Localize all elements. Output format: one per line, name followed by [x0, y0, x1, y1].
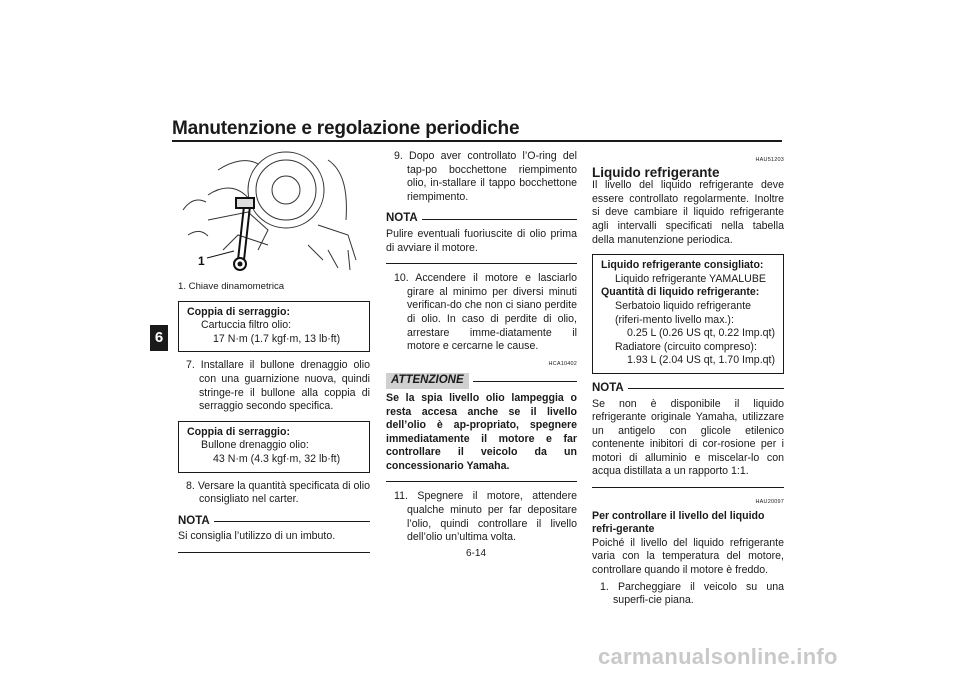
section-heading: Liquido refrigerante [592, 164, 720, 180]
page-number: 6-14 [466, 548, 487, 559]
nota-heading [386, 212, 577, 226]
nota-rule [214, 521, 370, 522]
nota-label: NOTA [386, 212, 418, 225]
torque-box-oil-filter [178, 301, 370, 353]
subsection-heading: Per controllare il livello del liquido refri-gerante [592, 509, 765, 536]
intro-paragraph: Il livello del liquido refrigerante deve essere controllato regolarmente. Inoltre si deve cambiare il liquido refrigerante agli intervalli specificati nella tabella della manutenzione periodica. [592, 179, 784, 246]
nota-text: Pulire eventuali fuoriuscite di olio prima di avviare il motore. [386, 227, 577, 254]
figure-caption: 1. Chiave dinamometrica [178, 281, 285, 292]
step-10: 10. Accendere il motore e lasciarlo girare al minimo per diversi minuti verifican-do che non ci siano perdite di olio. In caso di perdite di olio, arrestare imme-diatamente il motore e cercarne le cause. [394, 272, 577, 353]
nota-rule [422, 219, 577, 220]
nota-end-rule [592, 487, 784, 488]
column-2 [386, 150, 577, 549]
reference-code: HAU51203 [755, 157, 784, 163]
step-7: 7. Installare il bullone drenaggio olio con una guarnizione nuova, quindi stringe-re il bullone alla coppia di serraggio secondo specifica. [186, 359, 370, 413]
box-value: Liquido refrigerante YAMALUBE [615, 272, 766, 285]
nota-text: Se non è disponibile il liquido refrigerante originale Yamaha, utilizzare un antigelo con glicole etilenico contenente inibitori di cor-rosione per i motori di alluminio e miscelar-lo con acqua distillata a un rapporto 1:1. [592, 397, 784, 478]
attenzione-rule [473, 381, 577, 382]
engine-illustration [178, 150, 368, 274]
step-8: 8. Versare la quantità specificata di olio consigliato nel carter. [186, 479, 370, 506]
box-value: 0.25 L (0.26 US qt, 0.22 Imp.qt) [627, 327, 776, 340]
chapter-tab: 6 [150, 325, 168, 351]
step-9: 9. Dopo aver controllato l’O-ring del tap-po bocchettone riempimento olio, in-stallare il tappo bocchettone riempimento. [394, 150, 577, 203]
box-item: Serbatoio liquido refrigerante (riferi-mento livello max.): [615, 299, 752, 326]
nota-heading [592, 382, 784, 396]
page-title: Manutenzione e regolazione periodiche [172, 118, 520, 139]
nota-heading [178, 515, 370, 529]
nota-end-rule [178, 552, 370, 553]
engine-figure [178, 150, 368, 274]
box-heading: Coppia di serraggio: [187, 305, 291, 318]
figure-callout-1: 1 [198, 254, 205, 268]
torque-box-drain-bolt [178, 421, 370, 473]
attenzione-label: ATTENZIONE [386, 373, 469, 389]
column-1 [178, 150, 370, 561]
reference-code: HAU20097 [755, 499, 784, 506]
reference-code: HCA10402 [548, 360, 577, 367]
nota-end-rule [386, 263, 577, 264]
box-item: Radiatore (circuito compreso): [615, 340, 757, 353]
box-heading: Liquido refrigerante consigliato: [601, 259, 764, 272]
nota-label: NOTA [178, 514, 210, 527]
box-value: 17 N·m (1.7 kgf·m, 13 lb·ft) [213, 332, 341, 345]
box-item: Bullone drenaggio olio: [201, 439, 309, 452]
coolant-spec-box [592, 254, 784, 374]
box-value: 43 N·m (4.3 kgf·m, 32 lb·ft) [213, 452, 341, 465]
watermark: carmanualsonline.info [598, 644, 838, 669]
step-1: 1. Parcheggiare il veicolo su una superfi-cie piana. [600, 580, 784, 607]
box-item: Cartuccia filtro olio: [201, 319, 292, 332]
attenzione-end-rule [386, 481, 577, 482]
box-value: 1.93 L (2.04 US qt, 1.70 Imp.qt) [627, 354, 776, 367]
paragraph: Poiché il livello del liquido refrigerante varia con la temperatura del motore, controllare quando il motore è freddo. [592, 536, 784, 577]
attenzione-heading [386, 373, 577, 389]
column-3 [592, 150, 784, 612]
nota-rule [628, 388, 784, 389]
box-heading: Quantità di liquido refrigerante: [601, 286, 760, 299]
step-11: 11. Spegnere il motore, attendere qualche minuto per far depositare l’olio, quindi controllare il livello dell’olio un’ultima volta. [394, 490, 577, 544]
nota-text: Si consiglia l’utilizzo di un imbuto. [178, 530, 336, 543]
attenzione-text: Se la spia livello olio lampeggia o resta accesa anche se il livello dell’olio è ap-propriato, spegnere immediatamente il motore e far controllare il veicolo da un concessionario Yamaha. [386, 391, 577, 472]
title-rule [172, 140, 782, 142]
box-heading: Coppia di serraggio: [187, 425, 291, 438]
nota-label: NOTA [592, 381, 624, 394]
